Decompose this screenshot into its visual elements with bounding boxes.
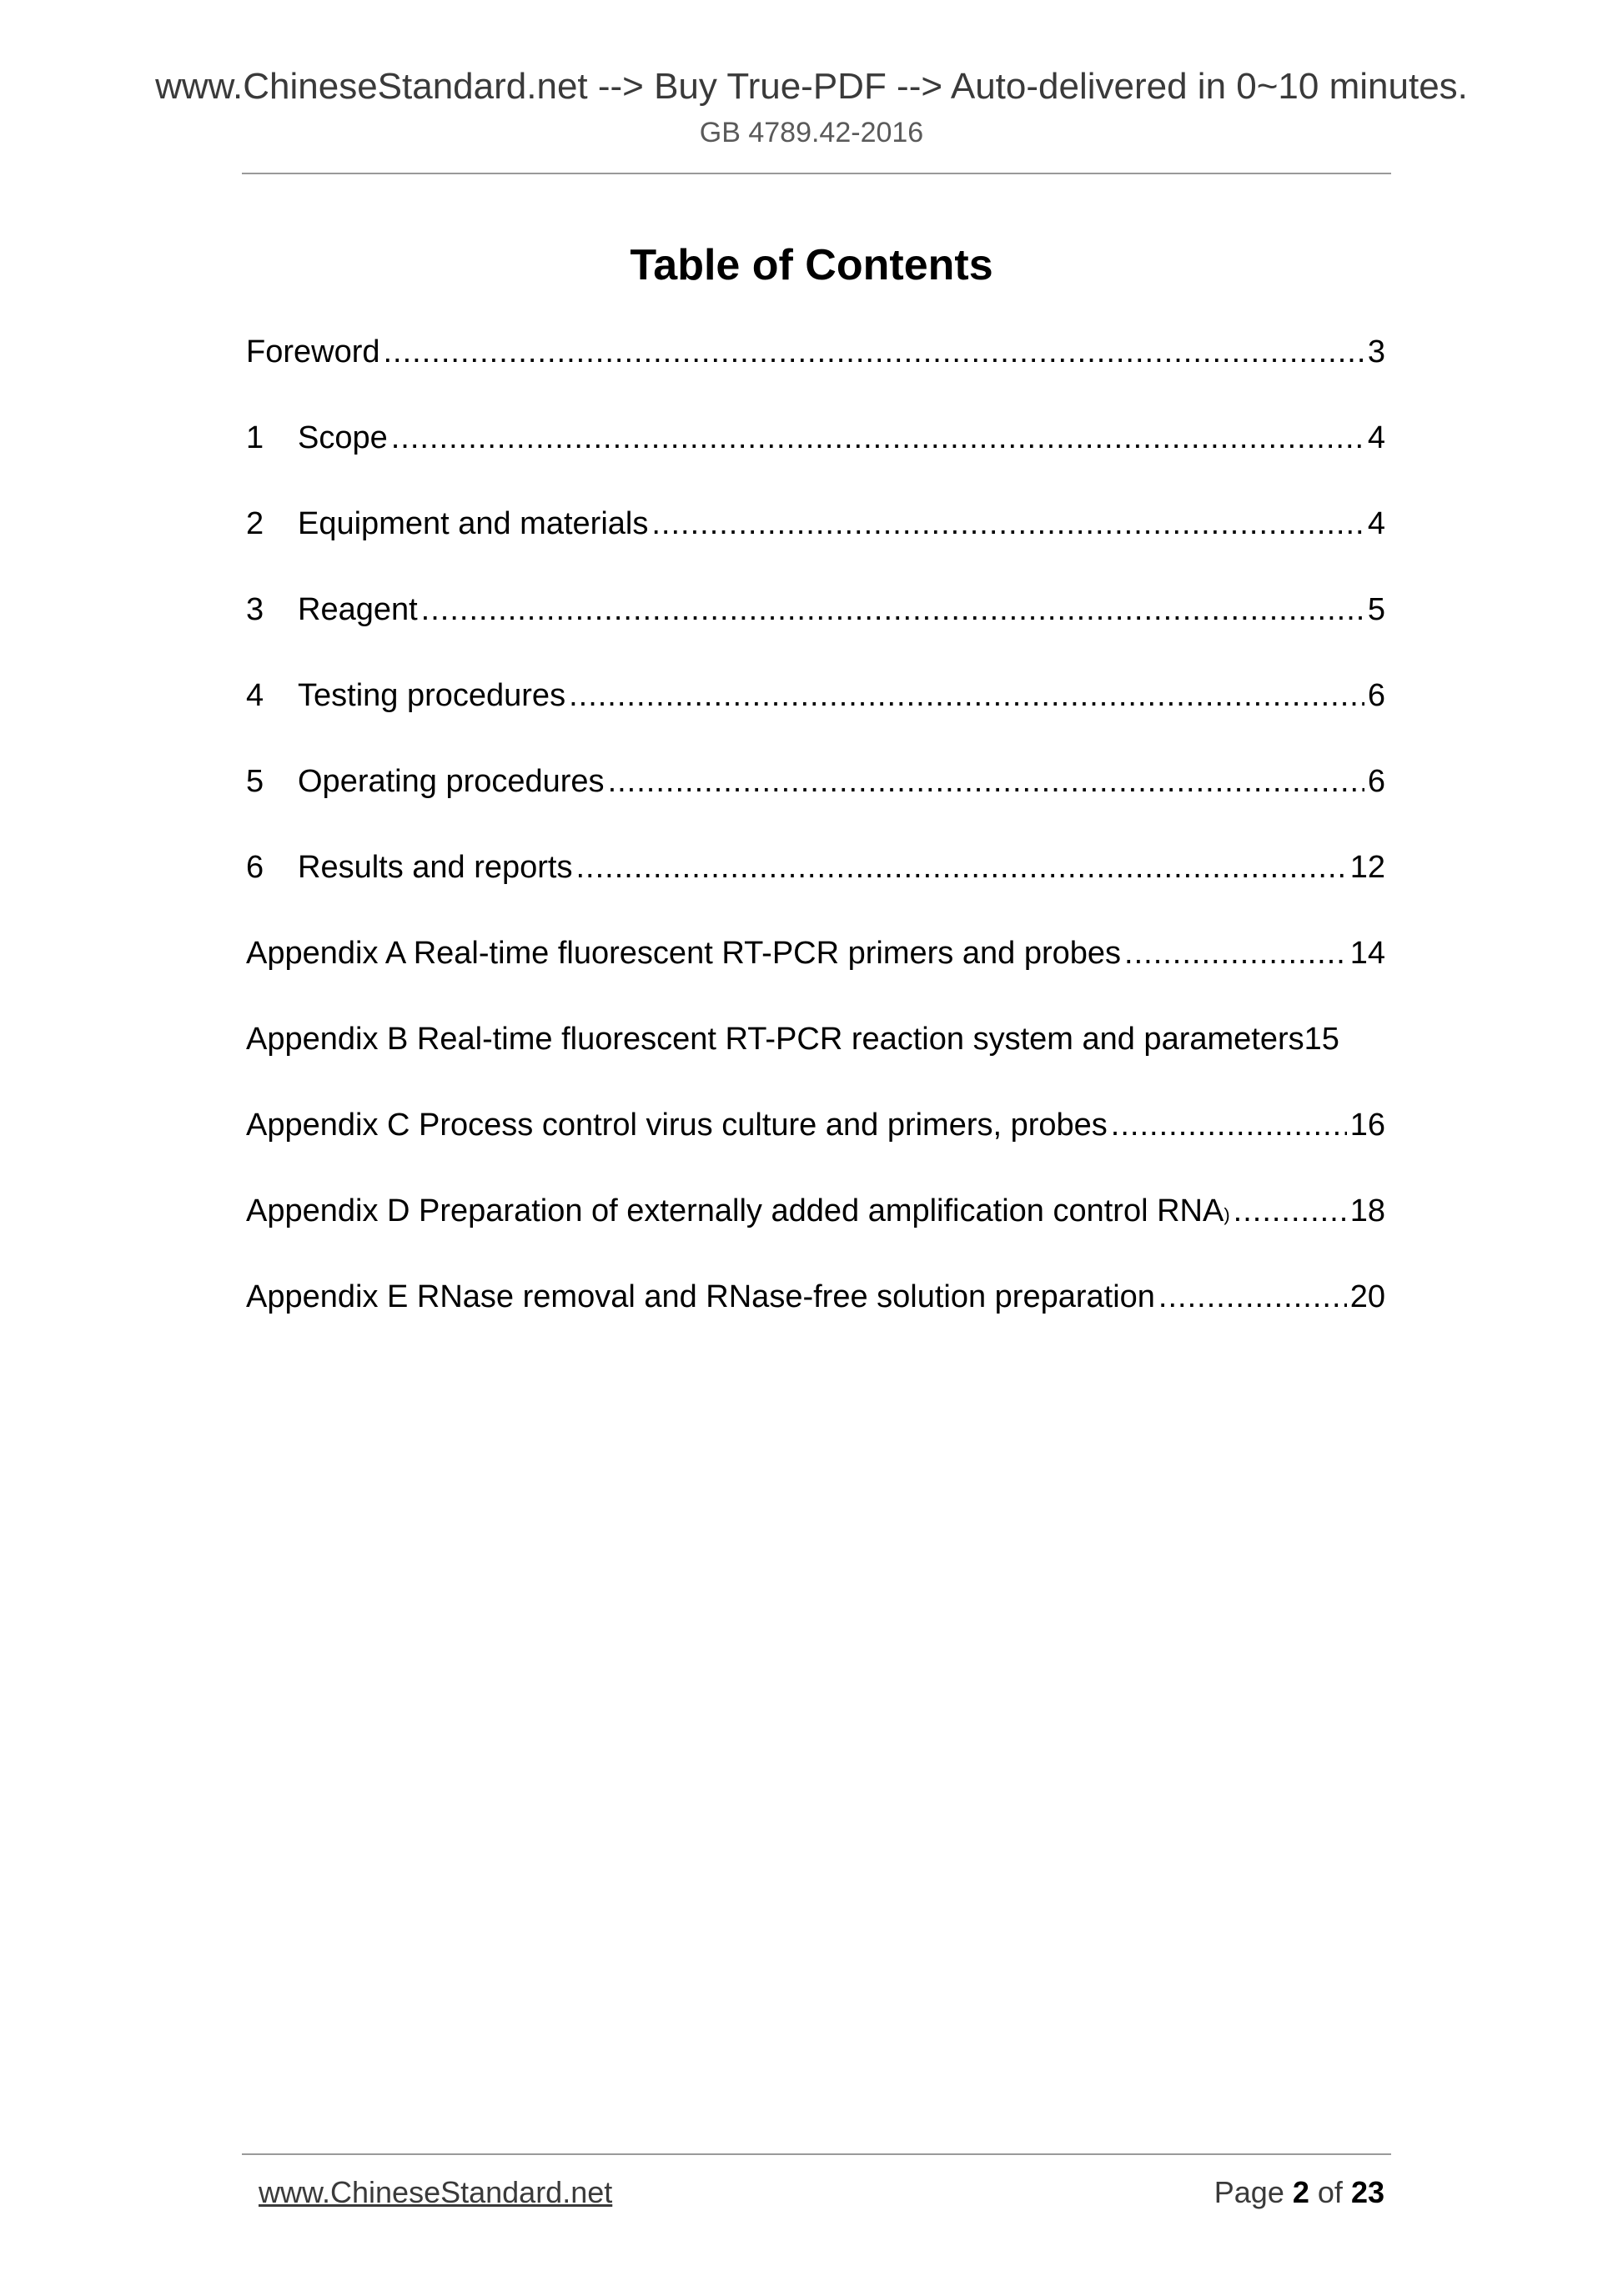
page-title: Table of Contents [630, 241, 993, 289]
toc-leader [576, 846, 1347, 889]
toc-section-number: 5 [246, 764, 264, 799]
toc-page-number: 16 [1349, 1108, 1385, 1143]
toc-page-number: 14 [1349, 936, 1385, 971]
standard-code: GB 4789.42-2016 [699, 117, 924, 148]
table-of-contents [246, 330, 1385, 1361]
toc-label: Reagent [298, 592, 418, 627]
toc-page-number: 18 [1349, 1193, 1385, 1228]
toc-leader [1111, 1103, 1347, 1147]
toc-label: Appendix D Preparation of externally added amplification control RNA [246, 1193, 1224, 1228]
toc-section-number: 1 [246, 420, 264, 455]
footer-page-current: 2 [1292, 2175, 1309, 2209]
toc-leader [384, 330, 1364, 374]
toc-label: Results and reports [298, 850, 573, 885]
toc-page-number: 4 [1367, 506, 1385, 541]
toc-page-number: 4 [1367, 420, 1385, 455]
toc-leader [608, 760, 1364, 803]
toc-entry-appendix-e[interactable] [246, 1275, 1385, 1361]
toc-entry-testing-procedures[interactable] [246, 674, 1385, 760]
toc-label: Operating procedures [298, 764, 605, 799]
toc-entry-reagent[interactable] [246, 588, 1385, 674]
toc-entry-results[interactable] [246, 846, 1385, 932]
toc-label: Testing procedures [298, 678, 566, 713]
header-divider [242, 173, 1391, 174]
footer-page-indicator [1214, 2173, 1384, 2212]
toc-label: Appendix A Real-time fluorescent RT-PCR primers and probes [246, 936, 1122, 971]
toc-entry-scope[interactable] [246, 416, 1385, 502]
toc-section-number: 3 [246, 592, 264, 627]
toc-leader [569, 674, 1364, 717]
toc-page-number: 3 [1367, 334, 1385, 369]
toc-leader [1158, 1275, 1347, 1319]
footer-divider [242, 2153, 1391, 2155]
toc-label: Foreword [246, 334, 380, 369]
toc-label: Appendix E RNase removal and RNase-free solution preparation [246, 1279, 1155, 1314]
toc-label: Equipment and materials [298, 506, 649, 541]
toc-section-number: 2 [246, 506, 264, 541]
toc-page-number: 6 [1367, 764, 1385, 799]
toc-entry-equipment[interactable] [246, 502, 1385, 588]
toc-entry-appendix-d[interactable]: Appendix D Preparation of externally added amplification control RNA ) ..... 18 [246, 1189, 1385, 1275]
toc-leader [651, 502, 1364, 545]
toc-label: Scope [298, 420, 388, 455]
toc-section-number: 4 [246, 678, 264, 713]
footer-page-total: 23 [1350, 2175, 1384, 2209]
toc-section-number: 6 [246, 850, 264, 885]
header-banner: www.ChineseStandard.net --> Buy True-PDF --> Auto-delivered in 0~10 minutes. [155, 66, 1468, 107]
toc-page-number: 6 [1367, 678, 1385, 713]
toc-entry-appendix-b[interactable] [246, 1017, 1385, 1103]
toc-label: Appendix B Real-time fluorescent RT-PCR reaction system and parameters [246, 1022, 1304, 1057]
toc-entry-appendix-a[interactable] [246, 932, 1385, 1017]
toc-entry-operating-procedures[interactable] [246, 760, 1385, 846]
toc-entry-appendix-c[interactable] [246, 1103, 1385, 1189]
toc-leader [1124, 932, 1347, 975]
toc-page-number: 15 [1304, 1022, 1339, 1057]
footer-page-word: Page [1213, 2175, 1284, 2209]
toc-entry-foreword[interactable] [246, 330, 1385, 416]
toc-page-number: 5 [1367, 592, 1385, 627]
toc-leader [391, 416, 1364, 460]
footer-page-of: of [1317, 2175, 1343, 2209]
footer-site-link[interactable]: www.ChineseStandard.net [259, 2175, 613, 2209]
toc-leader [421, 588, 1364, 631]
toc-page-number: 20 [1349, 1279, 1385, 1314]
toc-leader [1234, 1189, 1347, 1233]
toc-page-number: 12 [1349, 850, 1385, 885]
toc-label: Appendix C Process control virus culture and primers, probes [246, 1108, 1108, 1143]
